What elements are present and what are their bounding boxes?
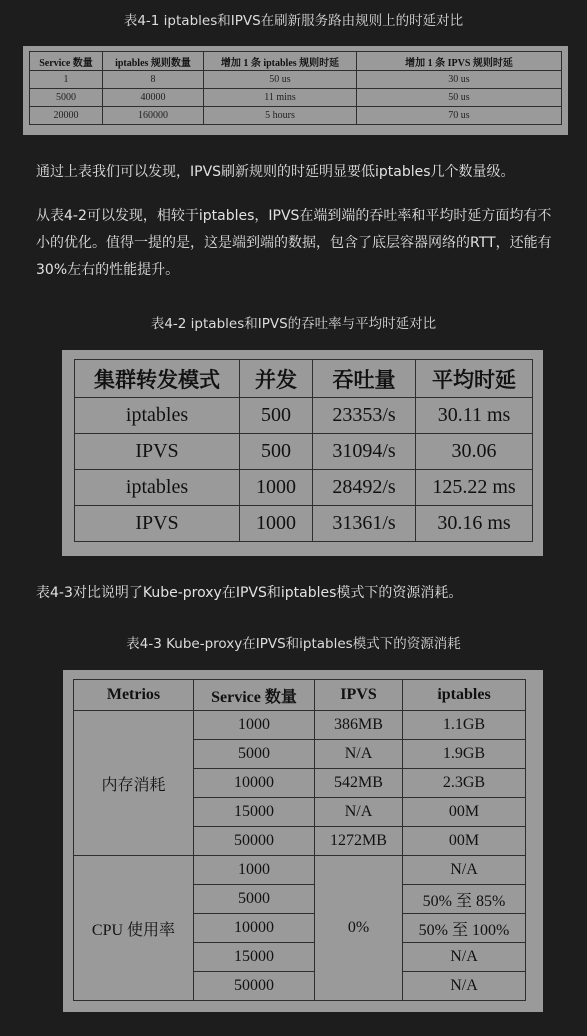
table-row xyxy=(75,434,533,470)
table-cell: 8 xyxy=(103,71,204,89)
table1 xyxy=(29,51,562,125)
table-row xyxy=(74,856,526,885)
table3-header: IPVS xyxy=(315,680,403,711)
table-cell: IPVS xyxy=(75,506,240,542)
table3-image xyxy=(63,670,543,1012)
table3-header: iptables xyxy=(403,680,526,711)
table-cell: 50000 xyxy=(194,827,315,856)
table-cell: N/A xyxy=(315,740,403,769)
table1-caption: 表4-1 iptables和IPVS在刷新服务路由规则上的时延对比 xyxy=(123,13,464,29)
table1-header-row xyxy=(30,52,562,71)
table-cell: 5000 xyxy=(194,885,315,914)
table-cell: N/A xyxy=(403,856,526,885)
table-cell: 10000 xyxy=(194,769,315,798)
table-cell: 1 xyxy=(30,71,103,89)
paragraph-1: 通过上表我们可以发现，IPVS刷新规则的时延明显要低iptables几个数量级。 xyxy=(36,164,515,180)
table-cell: 00M xyxy=(403,798,526,827)
table2-header: 集群转发模式 xyxy=(75,360,240,398)
table-cell: 5 hours xyxy=(204,107,357,125)
table-cell: 1000 xyxy=(194,856,315,885)
table-cell: 15000 xyxy=(194,798,315,827)
table-cell: 1.9GB xyxy=(403,740,526,769)
table-cell: 500 xyxy=(240,398,313,434)
table-cell: 1000 xyxy=(194,711,315,740)
table-cell: 30.16 ms xyxy=(416,506,533,542)
table-cell: 5000 xyxy=(30,89,103,107)
table-cell: 30 us xyxy=(357,71,562,89)
table-cell: 28492/s xyxy=(313,470,416,506)
table-cell: N/A xyxy=(403,943,526,972)
table1-image xyxy=(23,46,568,135)
table-cell: iptables xyxy=(75,470,240,506)
table-cell: 00M xyxy=(403,827,526,856)
table-cell: 20000 xyxy=(30,107,103,125)
table-cell: 386MB xyxy=(315,711,403,740)
table-cell: 50 us xyxy=(204,71,357,89)
table-cell: 30.11 ms xyxy=(416,398,533,434)
table3-header: Metrios xyxy=(74,680,194,711)
table2-header: 并发 xyxy=(240,360,313,398)
table-cell: 160000 xyxy=(103,107,204,125)
table2-header-row xyxy=(75,360,533,398)
table-row xyxy=(75,470,533,506)
group-label-cpu: CPU 使用率 xyxy=(74,856,194,1001)
table-cell: 40000 xyxy=(103,89,204,107)
paragraph-3: 表4-3对比说明了Kube-proxy在IPVS和iptables模式下的资源消耗。 xyxy=(36,585,463,601)
table-cell: 5000 xyxy=(194,740,315,769)
table-cell: 30.06 xyxy=(416,434,533,470)
table1-header: iptables 规则数量 xyxy=(103,52,204,71)
table2-image xyxy=(62,350,543,556)
table-cell: 542MB xyxy=(315,769,403,798)
table-cell: 70 us xyxy=(357,107,562,125)
table2-header: 平均时延 xyxy=(416,360,533,398)
table1-header: 增加 1 条 iptables 规则时延 xyxy=(204,52,357,71)
table-cell: 1272MB xyxy=(315,827,403,856)
table-row xyxy=(30,107,562,125)
table3 xyxy=(73,679,526,1001)
table-cell: 15000 xyxy=(194,943,315,972)
cpu-ipvs-value: 0% xyxy=(315,856,403,1001)
table-row xyxy=(75,506,533,542)
table-cell: 125.22 ms xyxy=(416,470,533,506)
table-cell: 23353/s xyxy=(313,398,416,434)
table2 xyxy=(74,359,533,542)
group-label-memory: 内存消耗 xyxy=(74,711,194,856)
table-row xyxy=(75,398,533,434)
table3-header-row xyxy=(74,680,526,711)
table-cell: 50% 至 100% xyxy=(403,914,526,943)
table-row xyxy=(74,711,526,740)
table-cell: 1000 xyxy=(240,470,313,506)
table-cell: iptables xyxy=(75,398,240,434)
table-cell: 1000 xyxy=(240,506,313,542)
table-cell: 50% 至 85% xyxy=(403,885,526,914)
table-row xyxy=(30,71,562,89)
table-cell: 2.3GB xyxy=(403,769,526,798)
table-cell: 10000 xyxy=(194,914,315,943)
table-cell: 31094/s xyxy=(313,434,416,470)
table-cell: N/A xyxy=(403,972,526,1001)
table1-header: Service 数量 xyxy=(30,52,103,71)
table2-header: 吞吐量 xyxy=(313,360,416,398)
table-cell: 50000 xyxy=(194,972,315,1001)
table3-header: Service 数量 xyxy=(194,680,315,711)
table-cell: 11 mins xyxy=(204,89,357,107)
table-cell: 1.1GB xyxy=(403,711,526,740)
table-row xyxy=(30,89,562,107)
table1-header: 增加 1 条 IPVS 规则时延 xyxy=(357,52,562,71)
table2-caption: 表4-2 iptables和IPVS的吞吐率与平均时延对比 xyxy=(150,316,437,332)
table-cell: 500 xyxy=(240,434,313,470)
paragraph-2: 从表4-2可以发现，相较于iptables，IPVS在端到端的吞吐率和平均时延方面均有不小的优化。值得一提的是，这是端到端的数据，包含了底层容器网络的RTT，还能有30%左右的性能提升。 xyxy=(36,208,552,278)
table-cell: 31361/s xyxy=(313,506,416,542)
table-cell: 50 us xyxy=(357,89,562,107)
table-cell: IPVS xyxy=(75,434,240,470)
table-cell: N/A xyxy=(315,798,403,827)
table3-caption: 表4-3 Kube-proxy在IPVS和iptables模式下的资源消耗 xyxy=(126,636,461,652)
